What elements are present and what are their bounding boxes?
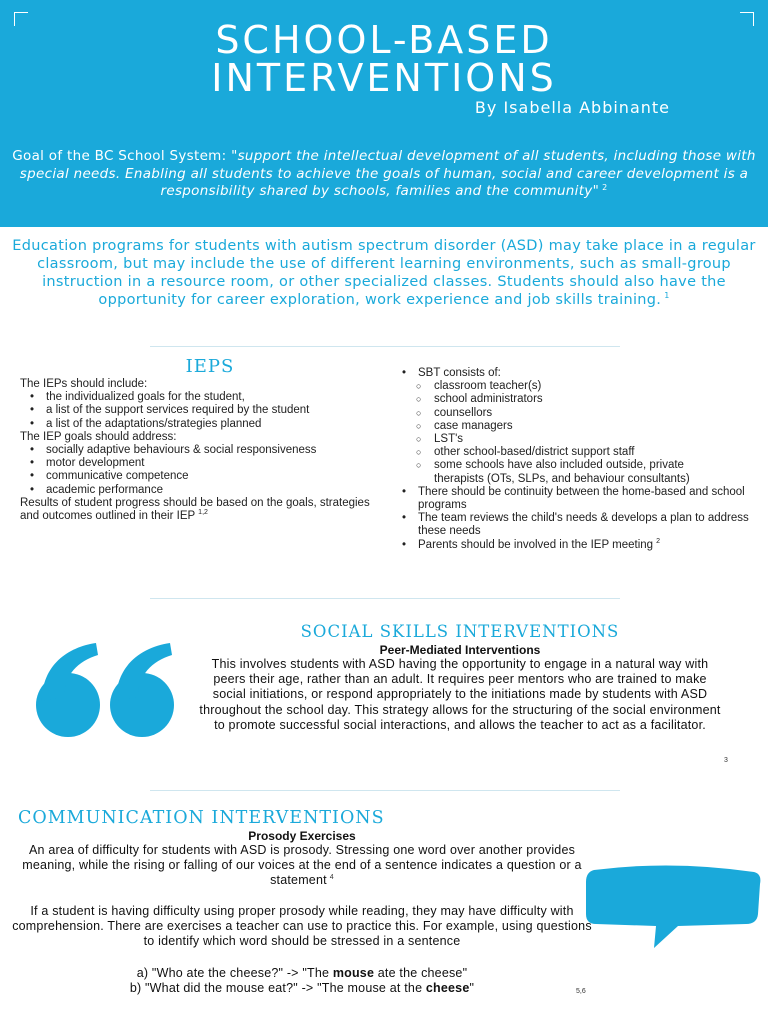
list-item: • the individualized goals for the student, <box>20 391 392 404</box>
list-item: • The team reviews the child's needs & develops a plan to address these needs <box>392 512 762 538</box>
list-item: • communicative competence <box>20 470 392 483</box>
example-a-post: ate the cheese" <box>374 966 468 980</box>
header-banner <box>0 0 768 227</box>
education-paragraph <box>12 237 756 309</box>
ieps-heading: IEPS <box>185 356 235 377</box>
goal-statement <box>10 148 758 201</box>
communication-heading: COMMUNICATION INTERVENTIONS <box>18 808 385 828</box>
communication-para2: If a student is having difficulty using proper prosody while reading, they may have difficulty with comprehension. There are exercises a teacher can use to practice this. For example, using questions to identify which word should be stressed in a sentence <box>12 904 592 949</box>
list-item: • There should be continuity between the home-based and school programs <box>392 486 762 512</box>
author-byline: By Isabella Abbinante <box>474 98 670 117</box>
goal-quote: "support the intellectual development of all students, including those with special needs. Enabling all students to achieve the goals of human, social and career development is a responsibility shared by schools, families and the community" <box>19 148 756 199</box>
communication-para1 <box>12 843 592 889</box>
list-item <box>392 539 762 552</box>
list-item: ○ school administrators <box>392 393 762 406</box>
list-item: • motor development <box>20 457 392 470</box>
sbt-members-list <box>392 380 762 486</box>
list-item: • a list of the support services required by the student <box>20 404 392 417</box>
list-item: ○ LST's <box>392 433 762 446</box>
ieps-results-text: Results of student progress should be based on the goals, strategies and outcomes outlined in their IEP <box>20 496 370 523</box>
social-subtitle: Peer-Mediated Interventions <box>379 643 541 657</box>
list-item: • a list of the adaptations/strategies planned <box>20 418 392 431</box>
sbt-parents-reference: 2 <box>656 537 660 545</box>
sbt-column <box>392 367 762 552</box>
list-item: • socially adaptive behaviours & social responsiveness <box>20 444 392 457</box>
page-title-line1: SCHOOL-BASED <box>215 18 553 62</box>
example-b-post: " <box>469 981 475 995</box>
social-reference: 3 <box>724 757 728 764</box>
ieps-column <box>20 378 392 523</box>
list-item: ○ classroom teacher(s) <box>392 380 762 393</box>
sbt-list <box>392 367 762 552</box>
list-item: ○ case managers <box>392 420 762 433</box>
example-b <box>12 981 592 996</box>
sbt-intro <box>392 367 762 486</box>
ieps-include-list <box>20 391 392 431</box>
ieps-results-reference: 1,2 <box>198 509 208 517</box>
example-b-pre: b) "What did the mouse eat?" -> "The mouse at the <box>129 981 426 995</box>
example-b-bold: cheese <box>425 981 470 995</box>
sbt-intro-text: SBT consists of: <box>418 367 501 379</box>
list-item: ○ some schools have also included outside, private therapists (OTs, SLPs, and behaviour consultants) <box>392 459 762 485</box>
divider <box>150 598 620 599</box>
education-reference: 1 <box>664 291 670 301</box>
list-item: • academic performance <box>20 484 392 497</box>
example-a-bold: mouse <box>332 966 375 980</box>
list-item: ○ other school-based/district support staff <box>392 446 762 459</box>
sbt-parents-text: Parents should be involved in the IEP meeting <box>418 538 654 551</box>
divider <box>150 346 620 347</box>
page-title-line2: INTERVENTIONS <box>211 56 557 100</box>
goal-reference: 2 <box>602 182 608 192</box>
education-text: Education programs for students with autism spectrum disorder (ASD) may take place in a regular classroom, but may include the use of different learning environments, such as small-group instruction in a resource room, or other specialized classes. Students should also have the opportunity for career exploration, work experience and job skills training. <box>12 238 756 308</box>
divider <box>150 790 620 791</box>
communication-subtitle: Prosody Exercises <box>248 829 356 843</box>
social-skills-heading: SOCIAL SKILLS INTERVENTIONS <box>300 622 620 641</box>
ieps-address-intro: The IEP goals should address: <box>20 430 177 443</box>
goal-prefix: Goal of the BC School System: <box>12 148 232 164</box>
example-reference: 5,6 <box>576 988 586 995</box>
example-a <box>12 966 592 981</box>
communication-para1-reference: 4 <box>329 874 334 882</box>
example-a-pre: a) "Who ate the cheese?" -> "The <box>136 966 333 980</box>
communication-para1-text: An area of difficulty for students with ASD is prosody. Stressing one word over another provides meaning, while the rising or falling of our voices at the end of a sentence indicates a question or a statement <box>22 843 582 888</box>
ieps-include-intro: The IEPs should include: <box>20 378 148 390</box>
ieps-results <box>20 497 392 523</box>
list-item: ○ counsellors <box>392 407 762 420</box>
speech-bubble-icon <box>582 862 764 952</box>
quotation-marks-icon <box>28 635 188 745</box>
social-body: This involves students with ASD having the opportunity to engage in a natural way with peers their age, rather than an adult. It requires peer mentors who are trained to make social initiations, or respond appropriately to the initiations made by students with ASD throughout the school day. This strategy allows for the structuring of the social environment to promote successful social interactions, and allows the teacher to act as a facilitator. <box>199 657 721 732</box>
ieps-address-list <box>20 444 392 497</box>
